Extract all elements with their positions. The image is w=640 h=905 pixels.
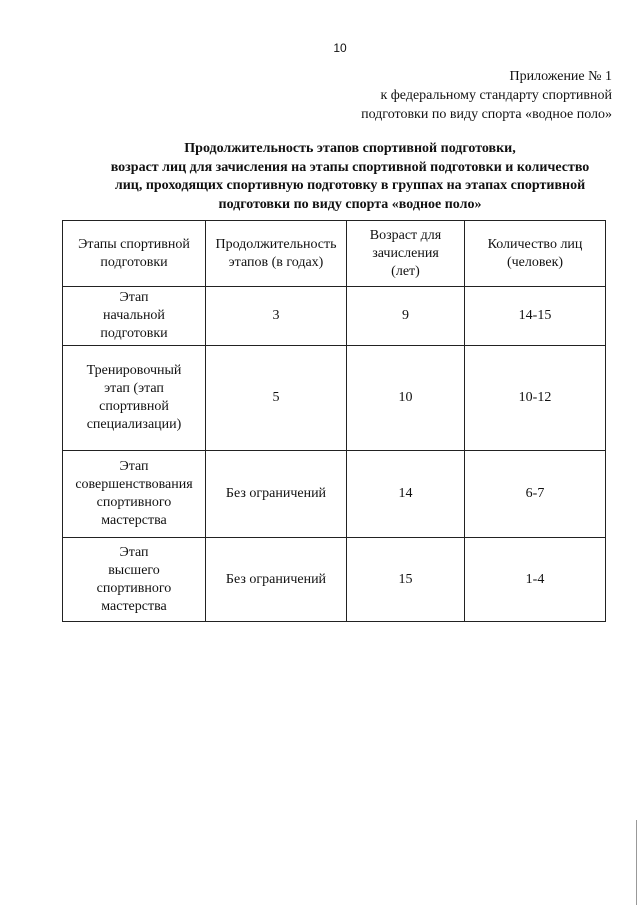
training-stages-table (62, 220, 606, 622)
header-stages: Этапы спортивной подготовки (63, 221, 206, 287)
table-row (63, 287, 606, 346)
header-duration: Продолжительность этапов (в годах) (206, 221, 347, 287)
header-count: Количество лиц (человек) (465, 221, 606, 287)
cell-stage: Этап совершенствования спортивного мастерства (63, 451, 206, 538)
appendix-line: подготовки по виду спорта «водное поло» (361, 107, 612, 122)
cell-stage: Этап начальной подготовки (63, 287, 206, 346)
cell-count: 6-7 (465, 451, 606, 538)
cell-duration: Без ограничений (206, 538, 347, 622)
cell-stage: Этап высшего спортивного мастерства (63, 538, 206, 622)
cell-age: 10 (347, 346, 465, 451)
title-line: возраст лиц для зачисления на этапы спортивной подготовки и количество (110, 159, 590, 175)
title-line: лиц, проходящих спортивную подготовку в группах на этапах спортивной (114, 178, 586, 193)
table-header-row (63, 221, 606, 287)
title-line: подготовки по виду спорта «водное поло» (218, 196, 482, 212)
cell-age: 14 (347, 451, 465, 538)
cell-duration: Без ограничений (206, 451, 347, 538)
cell-count: 10-12 (465, 346, 606, 451)
cell-duration: 3 (206, 287, 347, 346)
table-row (63, 346, 606, 451)
table-row (63, 451, 606, 538)
title-line: Продолжительность этапов спортивной подготовки, (184, 141, 516, 156)
appendix-header (361, 67, 612, 124)
page-number: 10 (333, 41, 347, 55)
header-age: Возраст для зачисления (лет) (347, 221, 465, 287)
scan-edge-line (636, 820, 637, 905)
document-title (40, 140, 640, 214)
table-row (63, 538, 606, 622)
appendix-line: Приложение № 1 (509, 69, 612, 84)
cell-count: 1-4 (465, 538, 606, 622)
cell-stage: Тренировочный этап (этап спортивной специализации) (63, 346, 206, 451)
cell-count: 14-15 (465, 287, 606, 346)
cell-age: 15 (347, 538, 465, 622)
cell-age: 9 (347, 287, 465, 346)
appendix-line: к федеральному стандарту спортивной (380, 88, 612, 103)
cell-duration: 5 (206, 346, 347, 451)
